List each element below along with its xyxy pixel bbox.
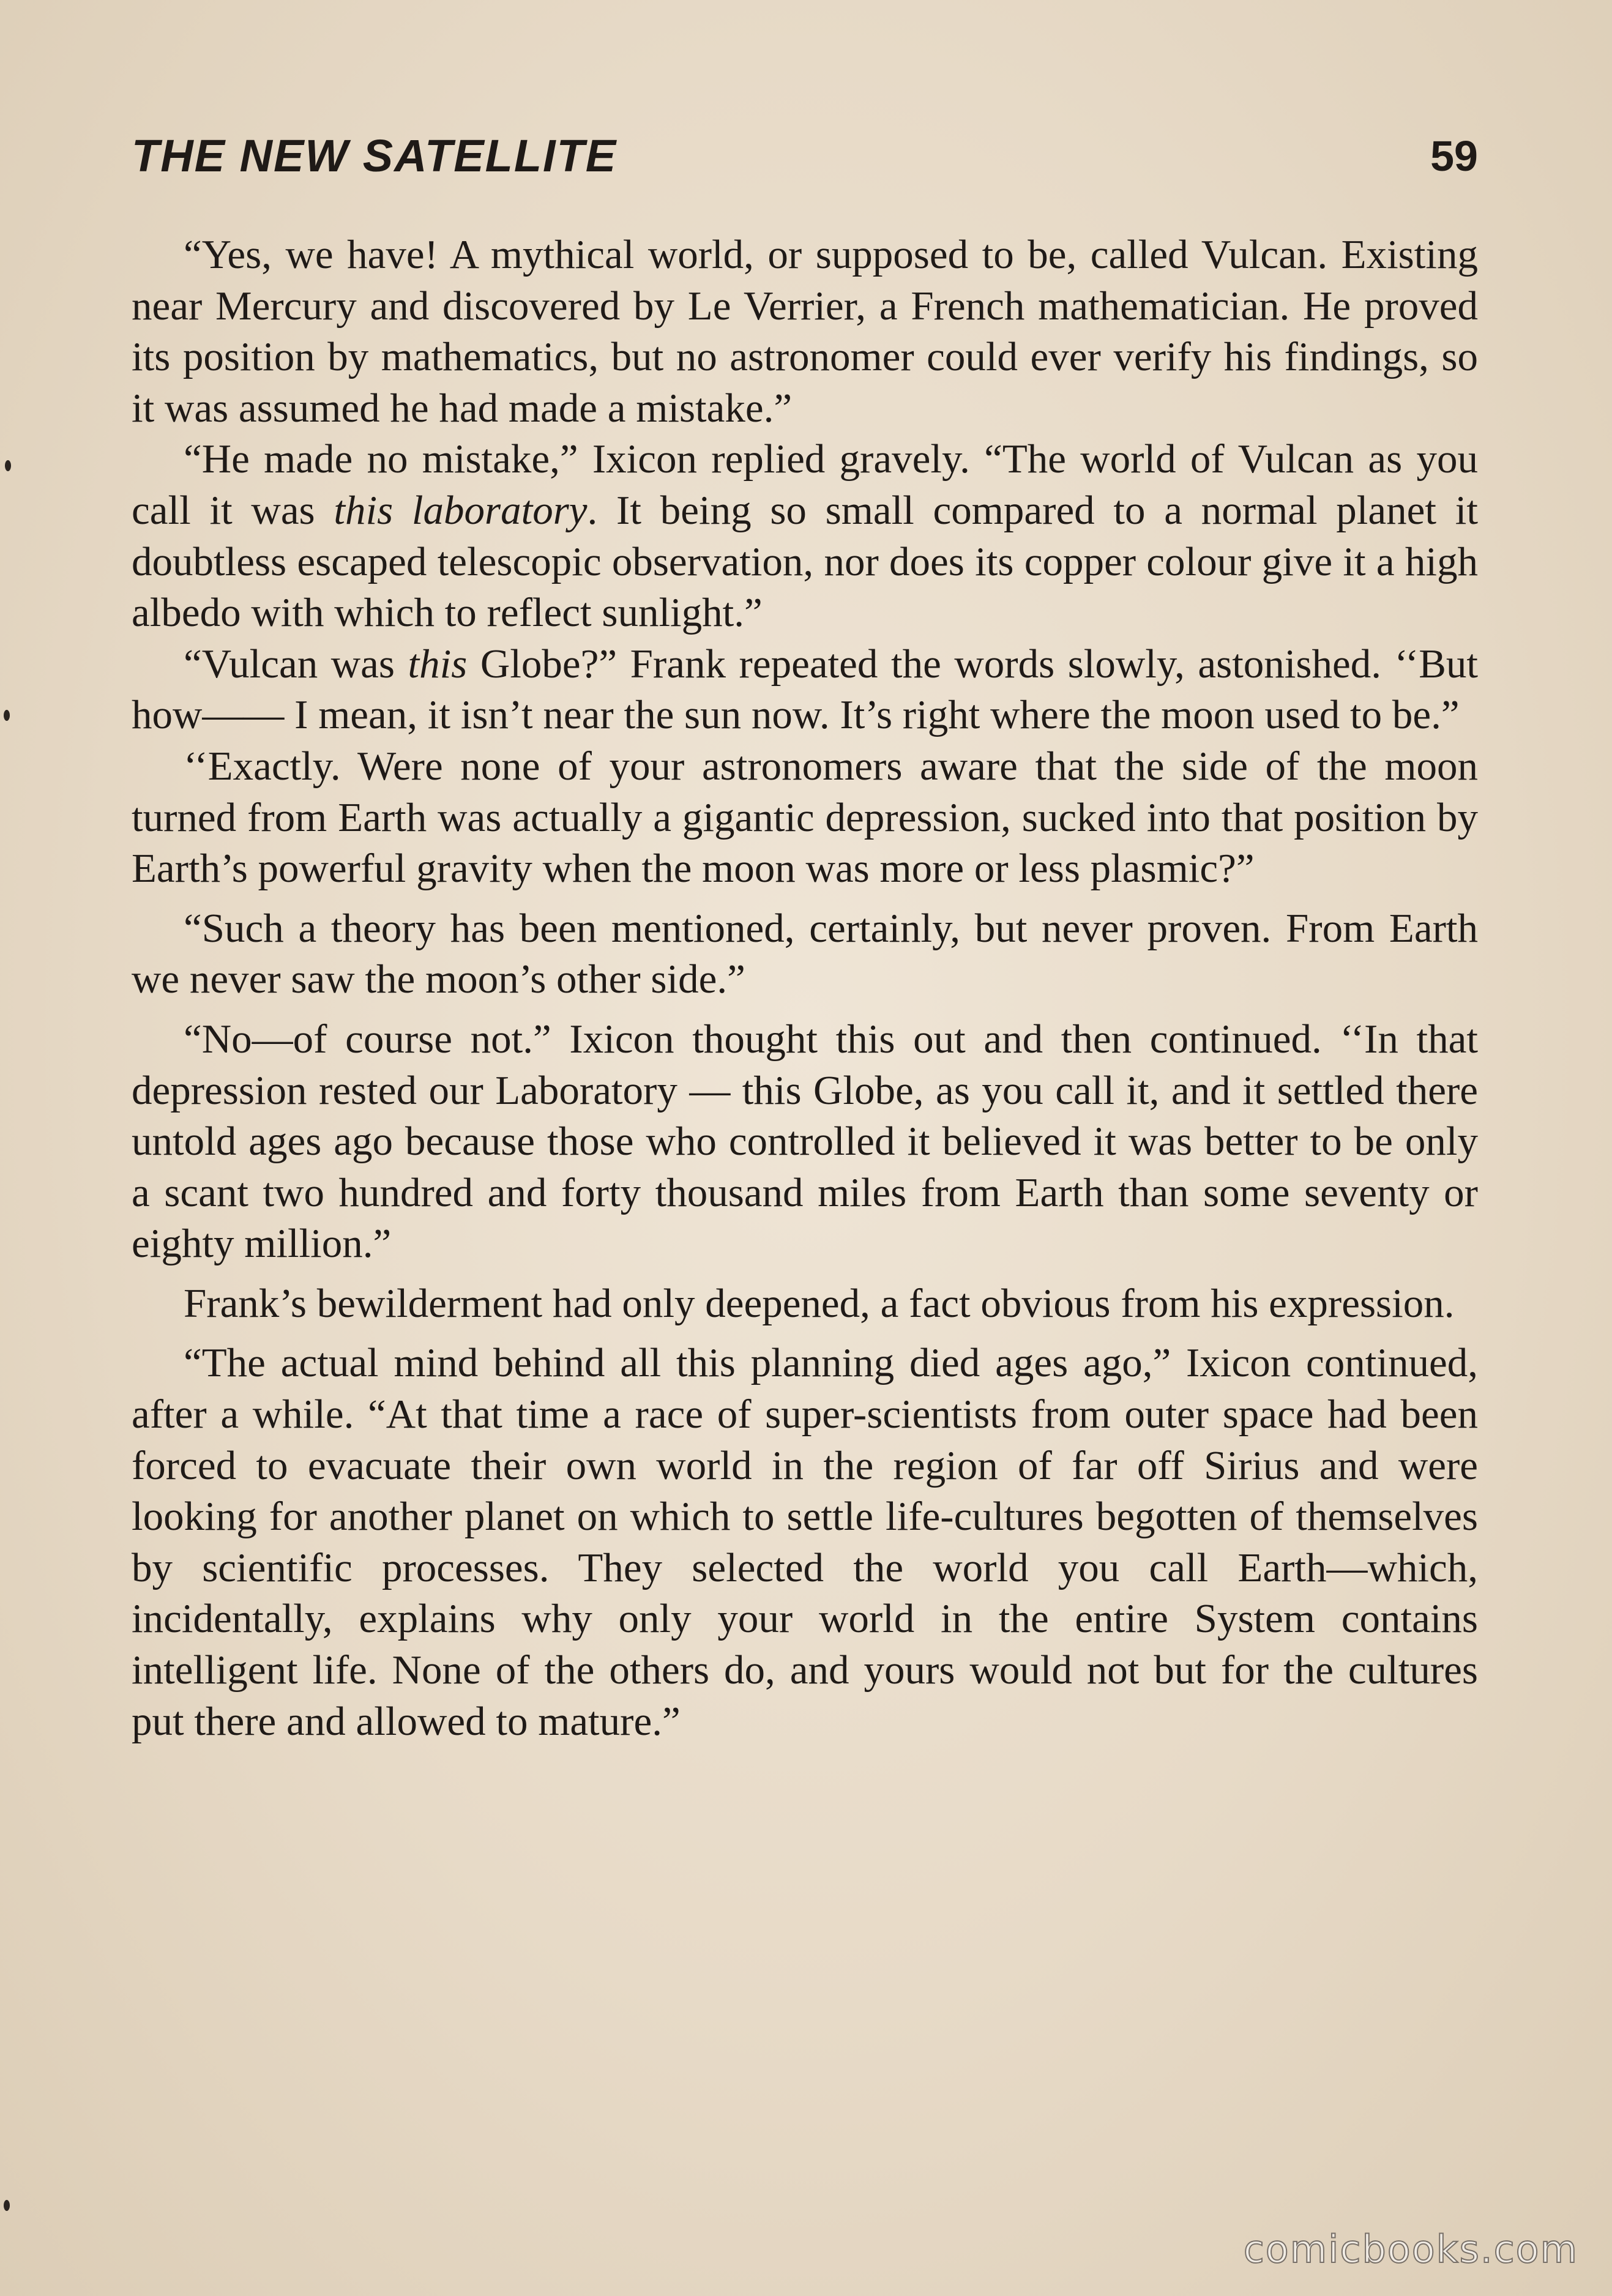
running-head (132, 125, 1478, 193)
page-number: 59 (1430, 132, 1478, 180)
paragraph: “No—of course not.” Ixicon thought this out and then continued. ‘‘In that depression rested our Laboratory — this Globe, as you call it, and it settled there untold ages ago because those who controlled it believed it was better to be only a scant two hundred and forty thousand miles from Earth than some seventy or eighty million.” (132, 1016, 1478, 1267)
paragraph-text: Globe?” Frank repeated the words slowly, astonished. ‘‘But how—— I mean, it isn’t near the sun now. It’s right where the moon used to be.” (132, 641, 1478, 738)
paragraph: “The actual mind behind all this planning died ages ago,” Ixicon continued, after a while. “At that time a race of super-scientists from outer space had been forced to evacuate their own world in the region of far off Sirius and were looking for another planet on which to settle life-cultures begotten of themselves by scientific processes. They selected the world you call Earth—which, incidentally, explains why only your world in the entire System contains intelligent life. None of the others do, and yours would not but for the cultures put there and allowed to mature.” (132, 1340, 1478, 1744)
paragraph: Frank’s bewilderment had only deepened, a fact obvious from his expression. (184, 1280, 1455, 1326)
paragraph (132, 434, 1478, 638)
paragraph: ‘‘Exactly. Were none of your astronomers aware that the side of the moon turned from Earth was actually a gigantic depression, sucked into that position by Earth’s powerful gravity when the moon was more or less plasmic?” (132, 743, 1478, 892)
paragraph: “Yes, we have! A mythical world, or supposed to be, called Vulcan. Existing near Mercury and discovered by Le Verrier, a French mathematician. He proved its position by mathematics, but no astronomer could ever verify his findings, so it was assumed he had made a mistake.” (132, 232, 1478, 431)
paragraph-text: “He made no mistake,” Ixicon replied gravely. “The world of Vulcan as you call it was (132, 436, 1478, 533)
body-text (132, 229, 1478, 1747)
margin-speck (5, 460, 11, 471)
margin-speck (4, 2200, 10, 2211)
paragraph-text: . It being so small compared to a normal planet it doubtless escaped telescopic observation, nor does its copper colour give it a high albedo with which to reflect sunlight.” (132, 487, 1478, 636)
running-title: THE NEW SATELLITE (132, 130, 618, 181)
paragraph-italic-text: this (408, 641, 468, 687)
paragraph-text: “Vulcan was (184, 641, 408, 687)
paragraph: “Such a theory has been mentioned, certainly, but never proven. From Earth we never saw the moon’s other side.” (132, 905, 1478, 1002)
margin-speck (4, 710, 10, 721)
paragraph-italic-text: this laboratory (334, 487, 588, 533)
watermark: comicbooks.com (1243, 2227, 1578, 2272)
paragraph (132, 639, 1478, 741)
